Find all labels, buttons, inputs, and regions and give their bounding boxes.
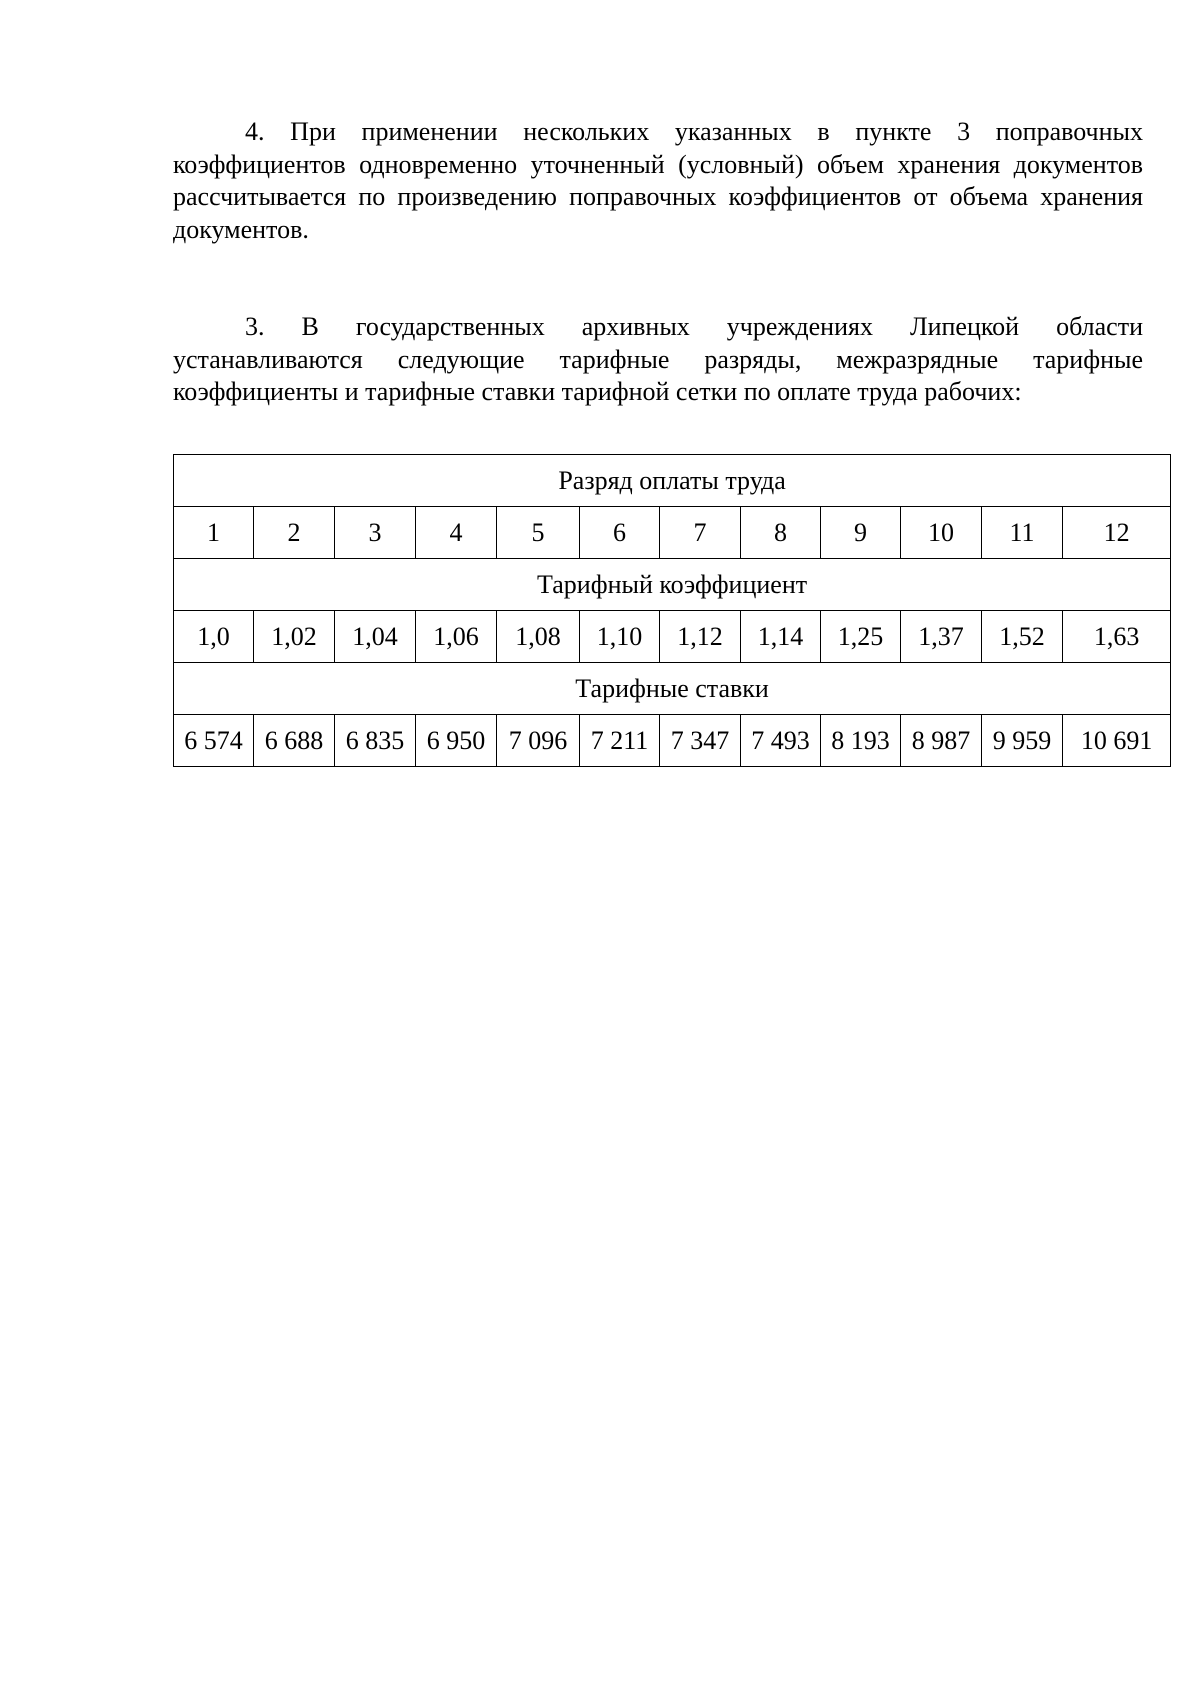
coefficient-header: Тарифный коэффициент (174, 559, 1171, 611)
grade-cell: 7 (660, 507, 741, 559)
rate-cell: 7 347 (660, 715, 741, 767)
grade-cell: 5 (497, 507, 580, 559)
rate-cell: 7 096 (497, 715, 580, 767)
coefficient-cell: 1,0 (174, 611, 254, 663)
grade-cell: 11 (982, 507, 1063, 559)
coefficient-cell: 1,14 (741, 611, 821, 663)
grade-cell: 9 (821, 507, 901, 559)
grade-cell: 1 (174, 507, 254, 559)
coefficient-cell: 1,06 (416, 611, 497, 663)
rates-row (174, 715, 1171, 767)
rate-cell: 6 688 (254, 715, 335, 767)
rates-header-row (174, 663, 1171, 715)
grade-cell: 4 (416, 507, 497, 559)
grade-cell: 6 (580, 507, 660, 559)
rate-cell: 8 987 (901, 715, 982, 767)
paragraph-item-3: 3. В государственных архивных учреждениях Липецкой области устанавливаются следующие тарифные разряды, межразрядные тарифные коэффициенты и тарифные ставки тарифной сетки по оплате труда рабочих: (173, 312, 1143, 406)
coefficient-header-row (174, 559, 1171, 611)
rate-cell: 7 211 (580, 715, 660, 767)
coefficient-cell: 1,63 (1063, 611, 1171, 663)
grade-cell: 10 (901, 507, 982, 559)
coefficients-row (174, 611, 1171, 663)
coefficient-cell: 1,52 (982, 611, 1063, 663)
coefficient-cell: 1,37 (901, 611, 982, 663)
grade-cell: 8 (741, 507, 821, 559)
paragraph-item-4: 4. При применении нескольких указанных в пункте 3 поправочных коэффициентов одновременно уточненный (условный) объем хранения документов рассчитывается по произведению поправочных коэффициентов от объема хранения документов. (173, 117, 1143, 244)
grade-cell: 3 (335, 507, 416, 559)
coefficient-cell: 1,10 (580, 611, 660, 663)
grade-header: Разряд оплаты труда (174, 455, 1171, 507)
rate-cell: 6 574 (174, 715, 254, 767)
grades-row (174, 507, 1171, 559)
grade-header-row (174, 455, 1171, 507)
grade-cell: 12 (1063, 507, 1171, 559)
coefficient-cell: 1,25 (821, 611, 901, 663)
coefficient-cell: 1,02 (254, 611, 335, 663)
coefficient-cell: 1,12 (660, 611, 741, 663)
rate-cell: 9 959 (982, 715, 1063, 767)
rates-header: Тарифные ставки (174, 663, 1171, 715)
coefficient-cell: 1,08 (497, 611, 580, 663)
rate-cell: 7 493 (741, 715, 821, 767)
rate-cell: 6 950 (416, 715, 497, 767)
rate-cell: 6 835 (335, 715, 416, 767)
rate-cell: 8 193 (821, 715, 901, 767)
grade-cell: 2 (254, 507, 335, 559)
tariff-table (173, 454, 1171, 767)
rate-cell: 10 691 (1063, 715, 1171, 767)
coefficient-cell: 1,04 (335, 611, 416, 663)
